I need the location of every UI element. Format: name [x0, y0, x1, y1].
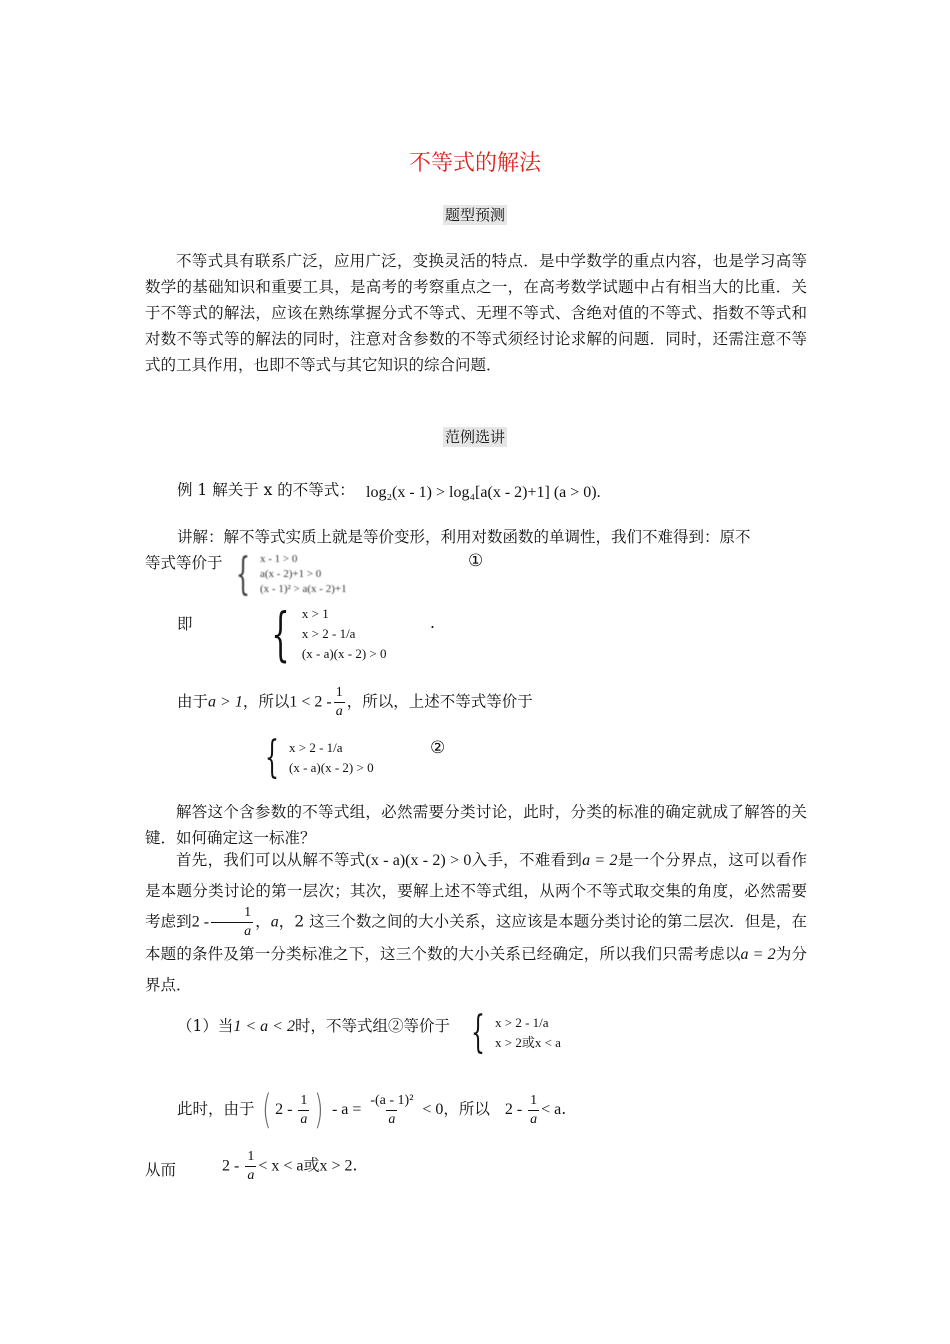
- intro-paragraph: 不等式具有联系广泛，应用广泛，变换灵活的特点．是中学数学的重点内容，也是学习高等数学的基础知识和重要工具，是高考的考察重点之一，在高考数学试题中占有相当大的比重．关于不等式的解法，应该在熟练掌握分式不等式、无理不等式、含绝对值的不等式、指数不等式和对数不等式等的解法的同时，注意对含参数的不等式须经讨论求解的问题．同时，还需注意不等式的工具作用，也即不等式与其它知识的综合问题．: [145, 252, 807, 374]
- solution-line2: 等式等价于: [145, 554, 223, 572]
- case1-line: （1）当1 < a < 2时，不等式组②等价于: [177, 1017, 450, 1035]
- example1-formula: log₂(x - 1) > log₄[a(x - 2)+1] (a > 0).: [366, 484, 601, 501]
- system-case1-row: x > 2 - 1/a: [495, 1015, 549, 1030]
- answer-paragraph: 解答这个含参数的不等式组，必然需要分类讨论，此时，分类的标准的确定就成了解答的关键．如何确定这一标准？: [145, 803, 807, 847]
- conger-expr: 2 - $\frac{1}{a}$ < x < a或x > 2.: [222, 1149, 358, 1183]
- ji-label: 即: [177, 615, 193, 633]
- system-2-row: x > 1: [301, 606, 329, 621]
- marker-2: ②: [430, 738, 446, 758]
- system-case1: { x > 2 - 1/a x > 2或x < a: [471, 1007, 561, 1058]
- system-3: { x > 2 - 1/a (x - a)(x - 2) > 0: [265, 732, 374, 783]
- page-title: 不等式的解法: [408, 151, 541, 176]
- system-case1-row: x > 2或x < a: [495, 1035, 561, 1050]
- solution-line1: 讲解：解不等式实质上就是等价变形，利用对数函数的单调性，我们不难得到：原不: [177, 528, 751, 546]
- system-2-dot: .: [430, 614, 435, 632]
- system-2-row: x > 2 - 1/a: [301, 626, 356, 641]
- system-1-row: x - 1 > 0: [260, 553, 298, 565]
- example1-label: 例 1 解关于 x 的不等式：: [177, 481, 355, 499]
- section-heading-prediction: 题型预测: [444, 206, 505, 224]
- conger-label: 从而: [145, 1161, 177, 1179]
- system-1: { x - 1 > 0 a(x - 2)+1 > 0 (x - 1)² > a(x - 2)+1: [236, 548, 347, 600]
- system-2: { x > 1 x > 2 - 1/a (x - a)(x - 2) > 0: [271, 600, 387, 668]
- youyu-line: 由于a > 1，所以1 < 2 - $\frac{1}{a}$ ，所以，上述不等式等价于: [177, 685, 533, 719]
- system-3-row: x > 2 - 1/a: [289, 740, 343, 755]
- system-2-row: (x - a)(x - 2) > 0: [301, 646, 387, 661]
- system-1-row: (x - 1)² > a(x - 2)+1: [260, 583, 347, 595]
- section-heading-examples: 范例选讲: [444, 428, 505, 446]
- system-1-row: a(x - 2)+1 > 0: [260, 568, 322, 580]
- cishi-line: 此时，由于 ( 2 - $\frac{1}{a}$ ) - a = $\frac{\text{-(a - 1)²}}{a}$ < 0，所以 2 - $\frac{1}{a}$ < a.: [177, 1087, 567, 1133]
- marker-1: ①: [468, 551, 484, 571]
- system-3-row: (x - a)(x - 2) > 0: [289, 760, 374, 775]
- first-paragraph: 首先，我们可以从解不等式(x - a)(x - 2) > 0入手，不难看到a = 2是一个分界点，这可以看作是本题分类讨论的第一层次；其次，要解上述不等式组，从两个不等式取交集的角度，必然需要考虑到2 - $\frac{1}{a}$ ，a，2 这三个数之间的大小关系，这应该是本题分类讨论的第二层次．但是，在本题的条件及第一分类标准之下，这三个数的大小关系已经确定，所以我们只需考虑以a = 2为分界点．: [145, 851, 807, 994]
